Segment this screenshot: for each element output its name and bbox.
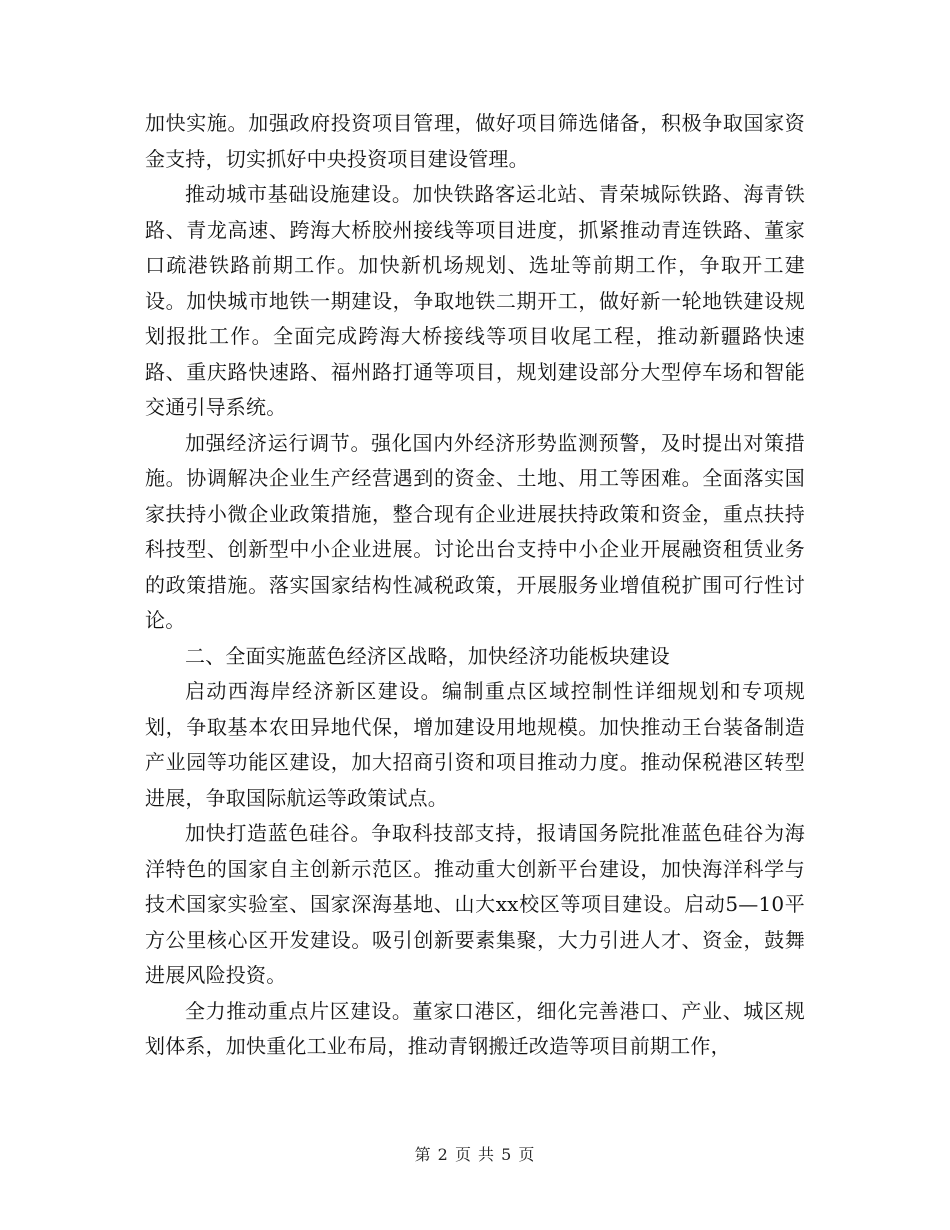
paragraph-4: 启动西海岸经济新区建设。编制重点区域控制性详细规划和专项规划，争取基本农田异地代保，增加建设用地规模。加快推动王台装备制造产业园等功能区建设，加大招商引资和项目推动力度。推动保税港区转型进展，争取国际航运等政策试点。 (145, 679, 805, 810)
paragraph-1: 加快实施。加强政府投资项目管理，做好项目筛选储备，积极争取国家资金支持，切实抓好中央投资项目建设管理。 (145, 111, 805, 171)
page-number-footer: 第 2 页 共 5 页 (414, 1145, 536, 1164)
paragraph-6: 全力推动重点片区建设。董家口港区，细化完善港口、产业、城区规划体系，加快重化工业布局，推动青钢搬迁改造等项目前期工作， (145, 998, 805, 1058)
paragraph-3: 加强经济运行调节。强化国内外经济形势监测预警，及时提出对策措施。协调解决企业生产经营遇到的资金、土地、用工等困难。全面落实国家扶持小微企业政策措施，整合现有企业进展扶持政策和资金，重点扶持科技型、创新型中小企业进展。讨论出台支持中小企业开展融资租赁业务的政策措施。落实国家结构性减税政策，开展服务业增值税扩围可行性讨论。 (145, 430, 805, 632)
document-body (145, 106, 805, 1065)
paragraph-2: 推动城市基础设施建设。加快铁路客运北站、青荣城际铁路、海青铁路、青龙高速、跨海大桥胶州接线等项目进度，抓紧推动青连铁路、董家口疏港铁路前期工作。加快新机场规划、选址等前期工作，争取开工建设。加快城市地铁一期建设，争取地铁二期开工，做好新一轮地铁建设规划报批工作。全面完成跨海大桥接线等项目收尾工程，推动新疆路快速路、重庆路快速路、福州路打通等项目，规划建设部分大型停车场和智能交通引导系统。 (145, 182, 805, 419)
section-heading: 二、全面实施蓝色经济区战略，加快经济功能板块建设 (185, 643, 670, 668)
paragraph-5: 加快打造蓝色硅谷。争取科技部支持，报请国务院批准蓝色硅谷为海洋特色的国家自主创新示范区。推动重大创新平台建设，加快海洋科学与技术国家实验室、国家深海基地、山大xx校区等项目建设。启动5—10平方公里核心区开发建设。吸引创新要素集聚，大力引进人才、资金，鼓舞进展风险投资。 (145, 821, 805, 987)
